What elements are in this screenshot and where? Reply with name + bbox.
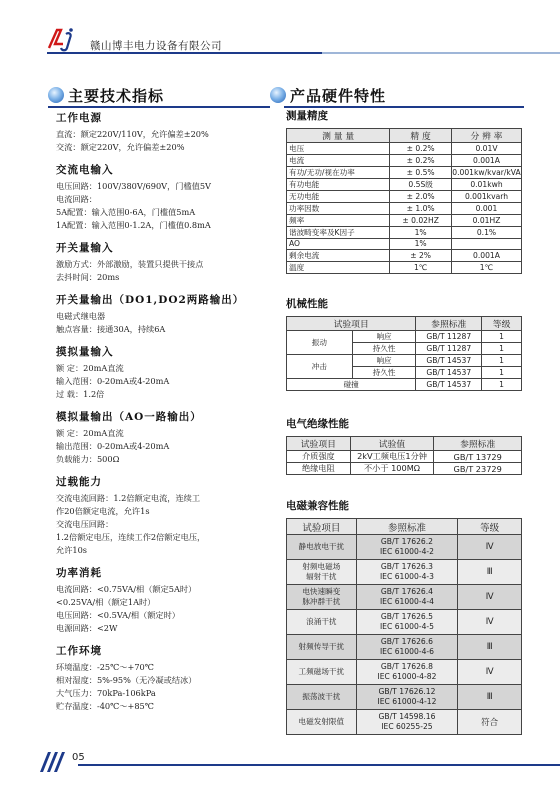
table-row — [287, 215, 522, 227]
column-header: 试验项目 — [287, 317, 416, 331]
table-header-row — [287, 129, 522, 143]
gb-standard: GB/T 17626.12 — [378, 687, 436, 696]
gb-standard: GB/T 17626.4 — [380, 587, 434, 596]
table-row — [287, 331, 522, 343]
table-row — [287, 249, 522, 261]
gb-standard: GB/T 17626.5 — [380, 612, 434, 621]
table-cell: 有功/无功/视在功率 — [287, 167, 390, 179]
spec-line: 5A配置：输入范围0-6A，门槛值5mA — [56, 207, 196, 217]
table-cell: 0.5S级 — [390, 179, 452, 191]
table-cell: 介质强度 — [287, 451, 351, 463]
gb-standard: GB/T 17626.6 — [380, 637, 434, 646]
test-sub-cell: 响应 — [352, 355, 416, 367]
test-item-cell: 电磁发射限值 — [287, 710, 357, 735]
table-row — [287, 239, 522, 250]
standard-cell — [356, 660, 458, 685]
bullet-icon — [270, 87, 286, 103]
mechanical-title: 机械性能 — [286, 298, 328, 310]
table-cell — [451, 239, 521, 250]
spec-title: 功率消耗 — [56, 567, 102, 579]
page-header — [0, 0, 560, 60]
table-cell: 有功电能 — [287, 179, 390, 191]
level-cell: Ⅳ — [458, 610, 522, 635]
table-cell: ± 0.2% — [390, 155, 452, 167]
test-group-cell: 振动 — [287, 331, 353, 355]
table-cell: 绝缘电阻 — [287, 463, 351, 475]
test-sub-cell: 响应 — [352, 331, 416, 343]
table-cell: 1℃ — [451, 261, 521, 273]
level-cell: Ⅳ — [458, 660, 522, 685]
spec-block — [56, 162, 278, 232]
spec-line: 环境温度：-25℃～+70℃ — [56, 662, 154, 672]
spec-line: 1.2倍额定电压，连续工作2倍额定电压， — [56, 532, 206, 542]
table-cell: 0.01HZ — [451, 215, 521, 227]
standard-cell: GB/T 11287 — [416, 343, 482, 355]
level-cell: 符合 — [458, 710, 522, 735]
standard-cell — [356, 560, 458, 585]
table-row — [287, 635, 522, 660]
spec-line: 去抖时间：20ms — [56, 272, 120, 282]
spec-title: 开关量输入 — [56, 242, 114, 254]
test-item-cell: 静电放电干扰 — [287, 535, 357, 560]
table-cell: 0.001A — [451, 249, 521, 261]
spec-line: 作20倍额定电流，允许1s — [56, 506, 150, 516]
level-cell: 1 — [482, 343, 522, 355]
column-header: 试验值 — [350, 437, 434, 451]
table-row — [287, 261, 522, 273]
gb-standard: GB/T 17626.3 — [380, 562, 434, 571]
table-row — [287, 585, 522, 610]
spec-line: 输出范围：0-20mA或4-20mA — [56, 441, 170, 451]
level-cell: Ⅲ — [458, 685, 522, 710]
column-header: 参照标准 — [356, 519, 458, 535]
spec-block — [56, 643, 278, 713]
table-row — [287, 535, 522, 560]
spec-line: 交流：额定220V，允许偏差±20% — [56, 142, 185, 152]
column-header: 试验项目 — [287, 519, 357, 535]
standard-cell — [356, 535, 458, 560]
spec-list — [56, 110, 278, 721]
iec-standard: IEC 61000-4-4 — [379, 597, 434, 606]
spec-line: 电磁式继电器 — [56, 311, 106, 321]
table-row — [287, 191, 522, 203]
right-section-header — [270, 84, 386, 106]
table-cell: ± 1.0% — [390, 203, 452, 215]
table-header-row — [287, 317, 522, 331]
header-rule-light — [322, 52, 560, 54]
left-section-header — [48, 84, 164, 106]
spec-block — [56, 292, 278, 336]
table-row — [287, 167, 522, 179]
mechanical-table — [286, 316, 522, 391]
standard-cell: GB/T 11287 — [416, 331, 482, 343]
table-cell: 不小于 100MΩ — [350, 463, 434, 475]
table-row — [287, 560, 522, 585]
gb-standard: GB/T 17626.2 — [380, 537, 434, 546]
spec-line: 额 定：20mA直流 — [56, 428, 124, 438]
table-cell: ± 0.02HZ — [390, 215, 452, 227]
table-cell: 1% — [390, 227, 452, 239]
iec-standard: IEC 61000-4-6 — [379, 647, 434, 656]
spec-block — [56, 409, 278, 466]
table-header-row — [287, 437, 522, 451]
spec-block — [56, 240, 278, 284]
table-cell: AO — [287, 239, 390, 250]
standard-cell: GB/T 14537 — [416, 355, 482, 367]
level-cell: 1 — [482, 355, 522, 367]
spec-line: 1A配置：输入范围0-1.2A，门槛值0.8mA — [56, 220, 211, 230]
spec-line: 负载能力：500Ω — [56, 454, 120, 464]
column-header: 精 度 — [390, 129, 452, 143]
standard-cell: GB/T 14537 — [416, 367, 482, 379]
test-sub-cell: 持久性 — [352, 343, 416, 355]
table-cell: 1℃ — [390, 261, 452, 273]
table-cell: 2kV工频电压1分钟 — [350, 451, 434, 463]
test-item-cell: 振荡波干扰 — [287, 685, 357, 710]
insulation-title: 电气绝缘性能 — [286, 418, 349, 430]
column-header: 等级 — [482, 317, 522, 331]
table-cell: GB/T 23729 — [434, 463, 522, 475]
table-cell: ± 2.0% — [390, 191, 452, 203]
iec-standard: IEC 61000-4-2 — [379, 547, 434, 556]
spec-line: 电流回路：<0.75VA/相（额定5A时） — [56, 584, 197, 594]
table-cell: 0.1% — [451, 227, 521, 239]
standard-cell — [356, 610, 458, 635]
table-cell: 0.01kwh — [451, 179, 521, 191]
spec-line: 交流电流回路：1.2倍额定电流，连续工 — [56, 493, 201, 503]
company-name: 赣山博丰电力设备有限公司 — [90, 40, 222, 52]
column-header: 试验项目 — [287, 437, 351, 451]
spec-line: 电源回路：<2W — [56, 623, 118, 633]
spec-line: 大气压力：70kPa-106kPa — [56, 688, 156, 698]
table-row — [287, 463, 522, 475]
iec-standard: IEC 61000-4-12 — [377, 697, 437, 706]
right-section-title: 产品硬件特性 — [290, 86, 387, 105]
page-number: 05 — [72, 752, 85, 763]
standard-cell — [356, 685, 458, 710]
spec-line: 激励方式：外部激励，装置只提供干接点 — [56, 259, 204, 269]
spec-title: 工作电源 — [56, 112, 102, 124]
table-row — [287, 143, 522, 155]
standard-cell — [356, 635, 458, 660]
table-cell: 功率因数 — [287, 203, 390, 215]
level-cell: 1 — [482, 367, 522, 379]
spec-title: 交流电输入 — [56, 164, 114, 176]
table-row — [287, 451, 522, 463]
table-row — [287, 610, 522, 635]
spec-line: 电压回路：<0.5VA/相（额定时） — [56, 610, 180, 620]
table-row — [287, 203, 522, 215]
left-section-title: 主要技术指标 — [68, 86, 165, 105]
column-header: 参照标准 — [434, 437, 522, 451]
spec-line: 允许10s — [56, 545, 87, 555]
emc-title: 电磁兼容性能 — [286, 500, 349, 512]
test-item-cell: 电快速瞬变 脉冲群干扰 — [287, 585, 357, 610]
spec-line: 输入范围：0-20mA或4-20mA — [56, 376, 170, 386]
accuracy-title: 测量精度 — [286, 110, 328, 122]
left-section-rule — [48, 106, 270, 108]
table-cell: GB/T 13729 — [434, 451, 522, 463]
emc-table — [286, 518, 522, 735]
table-cell: 1% — [390, 239, 452, 250]
level-cell: Ⅳ — [458, 535, 522, 560]
spec-line: 过 载：1.2倍 — [56, 389, 105, 399]
table-cell: 剩余电流 — [287, 249, 390, 261]
table-cell: 温度 — [287, 261, 390, 273]
table-row — [287, 660, 522, 685]
spec-line: 交流电压回路： — [56, 519, 114, 529]
column-header: 等级 — [458, 519, 522, 535]
iec-standard: IEC 60255-25 — [381, 722, 433, 731]
accuracy-table — [286, 128, 522, 274]
spec-line: 电压回路：100V/380V/690V，门槛值5V — [56, 181, 211, 191]
test-item-cell: 射频电磁场 辐射干扰 — [287, 560, 357, 585]
table-row — [287, 227, 522, 239]
table-cell: 0.001 — [451, 203, 521, 215]
level-cell: 1 — [482, 379, 522, 391]
spec-line: 额 定：20mA直流 — [56, 363, 124, 373]
company-logo — [47, 26, 77, 52]
table-cell: 0.001A — [451, 155, 521, 167]
level-cell: 1 — [482, 331, 522, 343]
test-item-cell: 工频磁场干扰 — [287, 660, 357, 685]
spec-block — [56, 474, 278, 557]
test-sub-cell: 持久性 — [352, 367, 416, 379]
test-item-cell: 射频传导干扰 — [287, 635, 357, 660]
gb-standard: GB/T 17626.8 — [380, 662, 434, 671]
column-header: 测 量 量 — [287, 129, 390, 143]
iec-standard: IEC 61000-4-82 — [377, 672, 437, 681]
table-cell: 0.01V — [451, 143, 521, 155]
spec-line: 触点容量：接通30A，持续6A — [56, 324, 166, 334]
test-item-cell: 浪涌干扰 — [287, 610, 357, 635]
spec-line: <0.25VA/相（额定1A时） — [56, 597, 156, 607]
test-group-cell: 碰撞 — [287, 379, 416, 391]
header-rule — [47, 52, 322, 54]
column-header: 参照标准 — [416, 317, 482, 331]
spec-title: 过载能力 — [56, 476, 102, 488]
spec-line: 电流回路： — [56, 194, 97, 204]
table-row — [287, 379, 522, 391]
table-row — [287, 355, 522, 367]
spec-title: 工作环境 — [56, 645, 102, 657]
insulation-table — [286, 436, 522, 475]
standard-cell — [356, 585, 458, 610]
spec-title: 模拟量输出（AO一路输出） — [56, 411, 202, 423]
gb-standard: GB/T 14598.16 — [378, 712, 436, 721]
standard-cell — [356, 710, 458, 735]
table-cell: ± 0.5% — [390, 167, 452, 179]
table-cell: 无功电能 — [287, 191, 390, 203]
footer-rule — [78, 764, 560, 766]
iec-standard: IEC 61000-4-5 — [379, 622, 434, 631]
table-cell: ± 0.2% — [390, 143, 452, 155]
table-row — [287, 685, 522, 710]
table-cell: ± 2% — [390, 249, 452, 261]
spec-block — [56, 344, 278, 401]
table-cell: 0.001kw/kvar/kVA — [452, 168, 521, 177]
table-cell: 电压 — [287, 143, 390, 155]
spec-block — [56, 565, 278, 635]
spec-title: 摸拟量输入 — [56, 346, 114, 358]
level-cell: Ⅲ — [458, 635, 522, 660]
spec-line: 贮存温度：-40℃～+85℃ — [56, 701, 154, 711]
bullet-icon — [48, 87, 64, 103]
table-cell: 0.001kvarh — [451, 191, 521, 203]
column-header: 分 辨 率 — [451, 129, 521, 143]
spec-title: 开关量输出（DO1,DO2两路输出） — [56, 294, 245, 306]
table-header-row — [287, 519, 522, 535]
table-cell: 频率 — [287, 215, 390, 227]
table-row — [287, 155, 522, 167]
test-group-cell: 冲击 — [287, 355, 353, 379]
table-row — [287, 179, 522, 191]
spec-block — [56, 110, 278, 154]
iec-standard: IEC 61000-4-3 — [379, 572, 434, 581]
spec-line: 相对湿度：5%-95%（无冷凝或结冰） — [56, 675, 197, 685]
level-cell: Ⅳ — [458, 585, 522, 610]
standard-cell: GB/T 14537 — [416, 379, 482, 391]
footer-stripes-decoration — [38, 748, 74, 772]
spec-line: 直流：额定220V/110V，允许偏差±20% — [56, 129, 209, 139]
table-row — [287, 710, 522, 735]
table-cell: 谐波畸变率及K因子 — [287, 227, 390, 239]
table-cell: 电流 — [287, 155, 390, 167]
level-cell: Ⅲ — [458, 560, 522, 585]
